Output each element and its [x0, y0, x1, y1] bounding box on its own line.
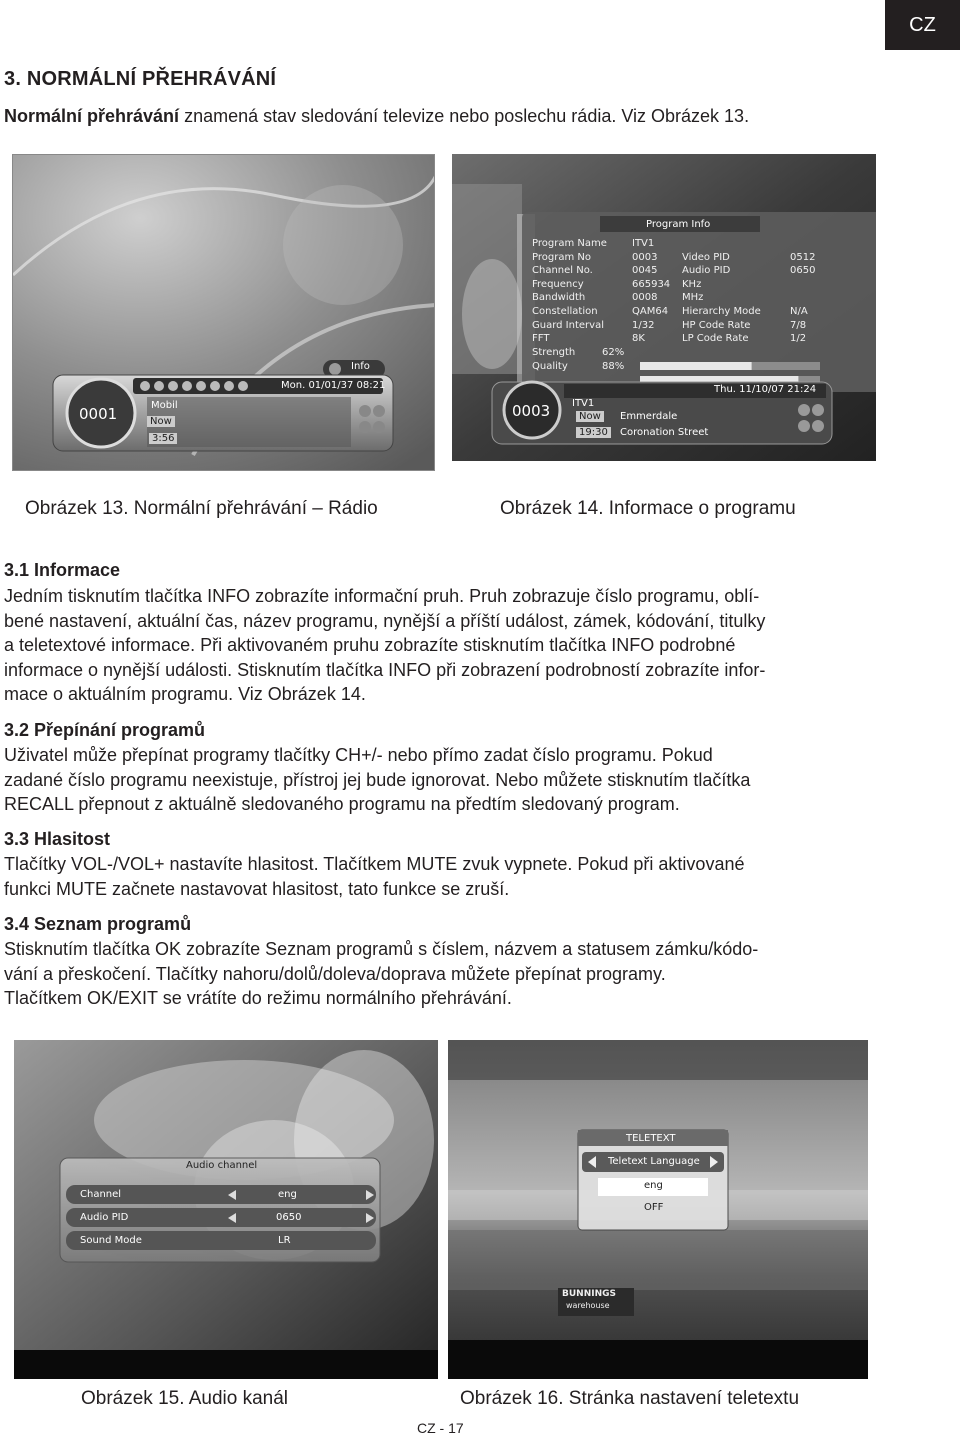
intro-bold: Normální přehrávání [4, 106, 180, 126]
figure-14-screenshot [452, 154, 876, 461]
figure-13-osd [13, 155, 435, 471]
program-info-label: FFT [532, 333, 550, 345]
program-info-row [532, 251, 832, 265]
page-title: 3. NORMÁLNÍ PŘEHRÁVÁNÍ [4, 68, 277, 90]
program-info-label: Frequency [532, 278, 584, 290]
program-info-label2: HP Code Rate [682, 319, 751, 331]
billboard-text: BUNNINGS [562, 1289, 616, 1299]
program-info-label: Constellation [532, 305, 598, 317]
osd-time: 3:56 [149, 433, 177, 444]
program-info-label: Channel No. [532, 265, 593, 277]
program-info-label: Guard Interval [532, 319, 604, 331]
program-info-label: Program No [532, 251, 591, 263]
audio-channel-title: Audio channel [186, 1160, 258, 1171]
figure-15-background [14, 1040, 438, 1379]
billboard-subtext: warehouse [566, 1301, 610, 1310]
strength-bar [640, 362, 752, 370]
figure-15-caption: Obrázek 15. Audio kanál [81, 1388, 289, 1409]
channel-name: Mobil [151, 400, 178, 411]
program-info-value2: 7/8 [790, 319, 807, 331]
section-3-2-title: 3.2 Přepínání programů [4, 720, 206, 740]
program-info-row [532, 332, 832, 346]
next-program: Coronation Street [620, 427, 709, 438]
strength-label: Strength [532, 347, 576, 358]
figure-15-screenshot [14, 1040, 438, 1379]
program-info-title: Program Info [646, 219, 711, 230]
osd-datetime: Mon. 01/01/37 08:21 [281, 380, 386, 391]
figure-13-screenshot [12, 154, 435, 471]
quality-value: 88% [602, 361, 625, 372]
program-info-label2: Hierarchy Mode [682, 305, 761, 317]
page-number: CZ - 17 [417, 1420, 464, 1436]
info-button: Info [351, 361, 370, 372]
program-info-table [532, 237, 832, 346]
sound-mode-value[interactable]: LR [278, 1235, 291, 1246]
figure-14-caption: Obrázek 14. Informace o programu [500, 498, 796, 519]
audio-channel-value[interactable]: eng [278, 1189, 297, 1200]
text-line: a teletextové informace. Při aktivovaném pruhu zobrazíte stisknutím tlačítka INFO podrobné [4, 635, 736, 655]
figure-16-screenshot [448, 1040, 868, 1379]
channel-name: ITV1 [572, 398, 595, 409]
language-tab: CZ [885, 0, 960, 50]
teletext-language-setting[interactable]: Teletext Language [608, 1156, 700, 1167]
program-info-value: 0045 [632, 265, 658, 277]
now-label: Now [147, 416, 175, 427]
text-line: Uživatel může přepínat programy tlačítky CH+/- nebo přímo zadat číslo programu. Pokud [4, 745, 713, 765]
text-line: bené nastavení, aktuální čas, název programu, nynější a příští událost, zámek, kódování, titulky [4, 610, 766, 631]
program-info-label: Program Name [532, 238, 607, 249]
text-line: RECALL přepnout z aktuálně sledovaného programu na předtím sledovaný program. [4, 794, 680, 814]
teletext-option-eng[interactable]: eng [644, 1180, 663, 1191]
program-info-value: 1/32 [632, 319, 655, 331]
program-info-value2: 0512 [790, 251, 816, 263]
section-3-3-title: 3.3 Hlasitost [4, 829, 111, 849]
program-info-row [532, 291, 832, 305]
text-line: zadané číslo programu neexistuje, přístroj jej bude ignorovat. Nebo můžete stisknutím tlačítka [4, 769, 751, 790]
audio-pid-value[interactable]: 0650 [276, 1212, 302, 1223]
osd-datetime: Thu. 11/10/07 21:24 [714, 384, 817, 395]
program-info-row [532, 305, 832, 319]
program-info-label2: KHz [682, 278, 702, 290]
next-time: 19:30 [576, 427, 611, 438]
section-3-4-title: 3.4 Seznam programů [4, 914, 192, 934]
figure-16-caption: Obrázek 16. Stránka nastavení teletextu [460, 1388, 800, 1409]
program-info-label2: Video PID [682, 251, 730, 263]
section-3-4-text [4, 937, 884, 1011]
sound-mode-label: Sound Mode [80, 1235, 142, 1246]
program-info-label2: LP Code Rate [682, 333, 749, 345]
text-line: mace o aktuálním programu. Viz Obrázek 14. [4, 684, 366, 704]
text-line: vání a přeskočení. Tlačítky nahoru/dolů/doleva/doprava můžete přepínat programy. [4, 963, 666, 984]
program-info-value: QAM64 [632, 305, 669, 317]
section-3-1-text [4, 584, 884, 707]
text-line: informace o nynější události. Stisknutím tlačítka INFO při zobrazení podrobností zobrazíte infor- [4, 659, 766, 680]
quality-label: Quality [532, 361, 568, 372]
program-info-label: Bandwidth [532, 292, 586, 304]
program-info-row [532, 237, 832, 251]
figure-13-caption: Obrázek 13. Normální přehrávání – Rádio [25, 498, 378, 519]
text-line: Jedním tisknutím tlačítka INFO zobrazíte informační pruh. Pruh zobrazuje číslo programu, oblí- [4, 586, 760, 606]
section-3-1-title: 3.1 Informace [4, 560, 121, 580]
section-3-2-text [4, 743, 884, 817]
program-info-value2: N/A [790, 305, 808, 317]
text-line: Tlačítkem OK/EXIT se vrátíte do režimu normálního přehrávání. [4, 988, 512, 1008]
strength-value: 62% [602, 347, 625, 358]
section-3-3-text [4, 852, 884, 901]
program-info-value: ITV1 [632, 238, 655, 249]
text-line: Stisknutím tlačítka OK zobrazíte Seznam programů s číslem, názvem a statusem zámku/kódo- [4, 939, 759, 959]
program-info-value: 0003 [632, 251, 658, 263]
program-info-row [532, 264, 832, 278]
intro-text [4, 106, 749, 127]
program-info-value2: 1/2 [790, 333, 807, 345]
now-label: Now [576, 411, 604, 422]
teletext-option-off[interactable]: OFF [644, 1202, 664, 1213]
channel-number: 0003 [512, 402, 551, 420]
program-info-value: 0008 [632, 292, 658, 304]
program-info-row [532, 278, 832, 292]
audio-pid-label: Audio PID [80, 1212, 129, 1223]
program-info-value: 8K [632, 333, 645, 345]
text-line: Tlačítky VOL-/VOL+ nastavíte hlasitost. Tlačítkem MUTE zvuk vypnete. Pokud při aktivované [4, 854, 745, 874]
text-line: funkci MUTE začnete nastavovat hlasitost, tato funkce se zruší. [4, 878, 510, 899]
audio-channel-label: Channel [80, 1189, 122, 1200]
intro-rest: znamená stav sledování televize nebo poslechu rádia. Viz Obrázek 13. [179, 106, 750, 126]
program-info-label2: MHz [682, 292, 704, 304]
teletext-title: TELETEXT [626, 1133, 676, 1144]
program-info-label2: Audio PID [682, 265, 731, 277]
now-program: Emmerdale [620, 411, 678, 422]
channel-number: 0001 [79, 405, 118, 423]
program-info-value: 665934 [632, 278, 671, 290]
program-info-value2: 0650 [790, 265, 816, 277]
program-info-row [532, 319, 832, 333]
